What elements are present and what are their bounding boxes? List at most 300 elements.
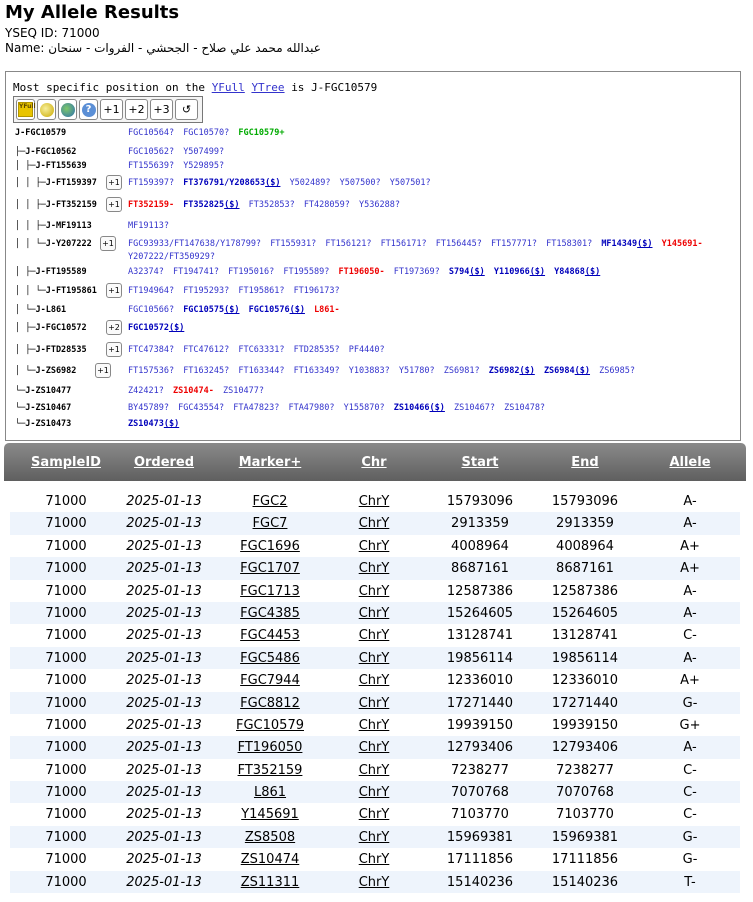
col-chr-cell[interactable]: ChrY	[358, 740, 390, 756]
snp-marker	[304, 200, 350, 210]
col-marker-cell[interactable]: FGC7944	[240, 673, 300, 689]
expand-node-button[interactable]: +1	[106, 283, 122, 298]
col-marker-cell[interactable]: FGC1707	[240, 561, 300, 577]
tree-panel	[5, 71, 741, 441]
ytree-link[interactable]: YTree	[251, 81, 285, 94]
col-end-cell: 12336010	[551, 673, 619, 689]
tree-node-label[interactable]: │ │ └─J-FT195861	[15, 286, 97, 296]
tree-view-button[interactable]	[37, 99, 56, 120]
col-sampleid-cell: 71000	[45, 717, 87, 733]
snp-marker[interactable]	[494, 267, 545, 277]
col-sampleid-cell: 71000	[45, 829, 87, 845]
snp-name: FTA47980?	[288, 403, 335, 413]
snp-name: FT163349?	[293, 366, 340, 376]
col-chr-cell[interactable]: ChrY	[358, 605, 390, 621]
col-sampleid-cell: 71000	[45, 538, 87, 554]
snp-name: FGC10566?	[128, 305, 175, 315]
col-allele-cell: A-	[683, 740, 697, 756]
snp-marker	[128, 147, 174, 157]
snp-name: ZS10466	[393, 403, 430, 413]
tree-node-label[interactable]: └─J-ZS10473	[15, 419, 72, 429]
snp-name: FT194964?	[128, 286, 175, 296]
col-chr-cell[interactable]: ChrY	[358, 673, 390, 689]
yfull-button[interactable]	[16, 99, 35, 120]
col-start-cell: 7103770	[451, 807, 509, 823]
col-ordered-cell: 2025-01-13	[126, 829, 202, 845]
col-marker-cell[interactable]: FT352159	[237, 762, 303, 778]
snp-name: S794	[448, 267, 470, 277]
sort-header-start[interactable]: Start	[461, 455, 499, 470]
snp-name: FT156171?	[380, 239, 427, 249]
col-end-cell: 7238277	[556, 762, 614, 778]
expand-node-button[interactable]: +2	[106, 320, 122, 335]
sort-header-allele[interactable]: Allele	[669, 455, 711, 470]
snp-name: Y145691-	[661, 239, 703, 249]
col-sampleid-cell: 71000	[45, 807, 87, 823]
col-start-cell: 19856114	[446, 650, 514, 666]
snp-marker	[349, 345, 385, 355]
col-marker-cell[interactable]: FGC5486	[240, 650, 300, 666]
col-ordered-cell: 2025-01-13	[126, 717, 202, 733]
tree-node-label[interactable]: │ └─J-ZS6982	[15, 366, 77, 376]
col-marker-cell[interactable]: L861	[253, 785, 287, 801]
col-allele-cell: G-	[682, 852, 698, 868]
col-ordered-cell: 2025-01-13	[126, 516, 202, 532]
expand-node-button[interactable]: +1	[95, 363, 111, 378]
position-prefix: Most specific position on the	[13, 81, 206, 94]
snp-marker	[454, 403, 495, 413]
snp-marker	[491, 239, 537, 249]
col-ordered-cell: 2025-01-13	[126, 494, 202, 509]
expand-node-button[interactable]: +1	[106, 197, 122, 212]
tree-node-label[interactable]: └─J-ZS10467	[15, 403, 72, 413]
sort-header-marker[interactable]: Marker+	[238, 455, 302, 470]
tree-node-label[interactable]: │ │ ├─J-MF19113	[15, 221, 92, 231]
col-marker-cell[interactable]: ZS10474	[240, 852, 300, 868]
snp-marker[interactable]	[183, 200, 239, 210]
snp-marker	[233, 403, 279, 413]
col-allele-cell: A-	[683, 583, 697, 599]
snp-marker	[128, 252, 215, 262]
snp-name: Z42421?	[128, 386, 164, 396]
snp-name: FTC47384?	[128, 345, 175, 355]
snp-marker	[128, 386, 164, 396]
col-marker-cell[interactable]: FGC7	[252, 516, 288, 532]
order-link[interactable]: ($)	[163, 419, 180, 429]
col-chr-cell[interactable]: ChrY	[358, 717, 390, 733]
table-row	[10, 759, 740, 781]
order-link[interactable]: ($)	[469, 267, 485, 277]
snp-marker	[178, 403, 224, 413]
col-start-cell: 15140236	[446, 874, 514, 890]
tree-toolbar	[13, 96, 203, 123]
snp-name: Y507501?	[389, 178, 431, 188]
table-row	[10, 803, 740, 825]
name-label: Name:	[5, 41, 45, 55]
table-row	[10, 490, 740, 512]
col-marker-cell[interactable]: FGC1713	[240, 583, 300, 599]
snp-marker[interactable]	[183, 178, 280, 188]
expand-node-button[interactable]: +1	[106, 342, 122, 357]
snp-list	[128, 220, 708, 233]
snp-name: FT158301?	[546, 239, 593, 249]
col-start-cell: 19939150	[446, 717, 514, 733]
snp-name: FT195589?	[283, 267, 330, 277]
table-row	[10, 871, 740, 893]
snp-marker	[173, 267, 219, 277]
snp-name: ZS6984	[543, 366, 575, 376]
snp-marker	[270, 239, 316, 249]
col-marker-cell[interactable]: FT196050	[237, 740, 303, 756]
col-ordered-cell: 2025-01-13	[126, 852, 202, 868]
results-table	[4, 443, 746, 902]
col-marker-cell[interactable]: ZS8508	[244, 829, 296, 845]
col-allele-cell: A-	[683, 516, 697, 532]
tree-node-label[interactable]: │ ├─J-FT155639	[15, 161, 87, 171]
snp-marker	[344, 403, 385, 413]
globe-button[interactable]	[58, 99, 77, 120]
col-sampleid-cell: 71000	[45, 695, 87, 711]
col-start-cell: 12587386	[446, 583, 514, 599]
snp-name: FGC10576	[248, 305, 290, 315]
sort-header-ordered[interactable]: Ordered	[133, 455, 195, 470]
snp-list	[128, 160, 708, 173]
snp-marker[interactable]	[128, 323, 184, 333]
snp-marker	[128, 200, 174, 210]
expand-plus3-button[interactable]: +3	[150, 99, 173, 120]
table-row	[10, 512, 740, 534]
col-chr-cell[interactable]: ChrY	[358, 494, 390, 509]
snp-marker	[128, 128, 174, 138]
snp-name: FT195016?	[228, 267, 275, 277]
snp-marker	[283, 267, 329, 277]
snp-name: FT352825	[183, 200, 225, 210]
name-value: عبدالله محمد علي صلاح - الجحشي - الفروات - سنحان	[48, 41, 321, 55]
col-start-cell: 15793096	[446, 494, 514, 509]
col-sampleid-cell: 71000	[45, 561, 87, 577]
col-chr-cell[interactable]: ChrY	[358, 785, 390, 801]
table-row	[10, 624, 740, 646]
expand-node-button[interactable]: +1	[100, 236, 116, 251]
col-sampleid-cell: 71000	[45, 516, 87, 532]
snp-name: ZS6985?	[599, 366, 635, 376]
snp-marker	[128, 286, 174, 296]
col-chr-cell[interactable]: ChrY	[358, 650, 390, 666]
snp-marker	[340, 178, 381, 188]
col-allele-cell: T-	[684, 874, 696, 890]
snp-name: FT155639?	[128, 161, 175, 171]
snp-name: MF19113?	[128, 221, 169, 231]
table-row	[10, 647, 740, 669]
col-ordered-cell: 2025-01-13	[126, 762, 202, 778]
col-allele-cell: C-	[683, 762, 697, 778]
col-ordered-cell: 2025-01-13	[126, 605, 202, 621]
snp-name: FT428059?	[303, 200, 350, 210]
col-chr-cell[interactable]: ChrY	[358, 807, 390, 823]
col-end-cell: 17111856	[551, 852, 619, 868]
col-allele-cell: A+	[680, 561, 700, 577]
col-marker-cell[interactable]: FGC1696	[240, 538, 300, 554]
col-end-cell: 7103770	[556, 807, 614, 823]
snp-marker	[294, 345, 340, 355]
tree-node-label[interactable]: │ ├─J-FGC10572	[15, 323, 87, 333]
yseq-id-value: 71000	[61, 26, 100, 40]
snp-list	[128, 304, 708, 317]
col-marker-cell[interactable]: FGC2	[252, 494, 288, 509]
col-start-cell: 7070768	[451, 785, 509, 801]
col-chr-cell[interactable]: ChrY	[358, 516, 390, 532]
col-marker-cell[interactable]: ZS11311	[240, 874, 300, 890]
snp-list	[128, 146, 708, 159]
order-link[interactable]: ($)	[429, 403, 445, 413]
col-marker-cell[interactable]: FGC4385	[240, 605, 300, 621]
table-row	[10, 557, 740, 579]
col-end-cell: 15140236	[551, 874, 619, 890]
snp-name: ZS10474-	[172, 386, 214, 396]
col-end-cell: 17271440	[551, 695, 619, 711]
col-chr-cell[interactable]: ChrY	[358, 538, 390, 554]
snp-marker	[390, 178, 431, 188]
tree-node-label[interactable]: J-FGC10579	[15, 128, 67, 138]
snp-name: FT197369?	[393, 267, 440, 277]
col-allele-cell: C-	[683, 807, 697, 823]
col-chr-cell[interactable]: ChrY	[358, 561, 390, 577]
snp-marker[interactable]	[128, 419, 179, 429]
most-specific-position	[13, 81, 377, 94]
order-link[interactable]: ($)	[529, 267, 546, 277]
snp-marker	[359, 200, 400, 210]
order-link[interactable]: ($)	[584, 267, 601, 277]
snp-name: FT194741?	[172, 267, 220, 277]
yfull-link[interactable]: YFull	[211, 81, 245, 94]
tree-node-label[interactable]: │ │ ├─J-FT159397	[15, 178, 97, 188]
col-chr-cell[interactable]: ChrY	[358, 829, 390, 845]
snp-marker	[249, 200, 295, 210]
col-start-cell: 15264605	[446, 605, 514, 621]
snp-name: A32374?	[128, 267, 164, 277]
yseq-id-label: YSEQ ID:	[5, 26, 58, 40]
snp-name: ZS6982	[488, 366, 520, 376]
tree-node-label[interactable]: ├─J-FGC10562	[15, 147, 77, 157]
table-row	[10, 580, 740, 602]
snp-marker	[128, 178, 174, 188]
snp-name: Y507499?	[183, 147, 225, 157]
snp-marker	[173, 386, 214, 396]
snp-marker	[238, 128, 284, 138]
tree-node-label[interactable]: │ ├─J-FT195589	[15, 267, 87, 277]
col-sampleid-cell: 71000	[45, 762, 87, 778]
snp-marker[interactable]	[601, 239, 652, 249]
snp-name: FGC10575	[183, 305, 225, 315]
col-allele-cell: G-	[682, 695, 698, 711]
snp-marker[interactable]	[489, 366, 535, 376]
snp-marker	[381, 239, 427, 249]
order-link[interactable]: ($)	[265, 178, 281, 188]
col-sampleid-cell: 71000	[45, 583, 87, 599]
col-allele-cell: G-	[682, 829, 698, 845]
col-allele-cell: A-	[683, 494, 697, 509]
snp-name: FT352159-	[128, 200, 175, 210]
snp-marker	[399, 366, 435, 376]
snp-marker	[394, 267, 440, 277]
col-ordered-cell: 2025-01-13	[126, 583, 202, 599]
snp-marker	[183, 128, 229, 138]
col-allele-cell: A+	[680, 673, 700, 689]
col-sampleid-cell: 71000	[45, 852, 87, 868]
snp-name: FGC10572	[128, 323, 169, 333]
snp-list	[128, 402, 708, 415]
tree-node-label[interactable]: └─J-ZS10477	[15, 386, 72, 396]
col-chr-cell[interactable]: ChrY	[358, 852, 390, 868]
col-sampleid-cell: 71000	[45, 673, 87, 689]
col-chr-cell[interactable]: ChrY	[358, 762, 390, 778]
col-ordered-cell: 2025-01-13	[126, 673, 202, 689]
snp-name: L861-	[314, 305, 340, 315]
col-allele-cell: A-	[683, 605, 697, 621]
col-chr-cell[interactable]: ChrY	[358, 628, 390, 644]
snp-name: FT196173?	[293, 286, 340, 296]
snp-marker	[662, 239, 703, 249]
snp-name: Y103883?	[348, 366, 390, 376]
position-value: J-FGC10579	[311, 81, 378, 94]
sort-header-sampleid[interactable]: SampleID	[31, 455, 101, 470]
col-allele-cell: C-	[683, 785, 697, 801]
snp-list	[128, 238, 708, 264]
order-link[interactable]: ($)	[637, 239, 653, 249]
snp-name: ZS6981?	[443, 366, 480, 376]
snp-marker	[436, 239, 482, 249]
col-sampleid-cell: 71000	[45, 785, 87, 801]
snp-name: FGC10562?	[128, 147, 175, 157]
globe-icon	[61, 103, 75, 117]
col-sampleid-cell: 71000	[45, 628, 87, 644]
snp-marker	[288, 403, 334, 413]
snp-name: FTD28535?	[293, 345, 340, 355]
table-row	[10, 781, 740, 803]
order-link[interactable]: ($)	[519, 366, 535, 376]
snp-marker	[314, 305, 340, 315]
table-row	[10, 669, 740, 691]
order-link[interactable]: ($)	[224, 200, 240, 210]
col-marker-cell[interactable]: FGC4453	[240, 628, 300, 644]
col-end-cell: 12793406	[551, 740, 619, 756]
snp-name: FT155931?	[270, 239, 317, 249]
order-link[interactable]: ($)	[168, 323, 185, 333]
snp-marker	[294, 286, 340, 296]
col-end-cell: 4008964	[556, 538, 614, 554]
snp-name: FT156445?	[435, 239, 482, 249]
snp-marker	[228, 267, 274, 277]
position-mid: is	[291, 81, 305, 94]
snp-name: Y507500?	[339, 178, 381, 188]
snp-name: FT196050-	[338, 267, 385, 277]
snp-name: FTC63331?	[238, 345, 285, 355]
snp-list	[128, 344, 708, 357]
order-link[interactable]: ($)	[574, 366, 591, 376]
snp-name: MF14349	[601, 239, 638, 249]
col-ordered-cell: 2025-01-13	[126, 695, 202, 711]
snp-marker	[183, 286, 229, 296]
col-start-cell: 17111856	[446, 852, 514, 868]
snp-marker	[223, 386, 264, 396]
snp-marker[interactable]	[249, 305, 305, 315]
col-chr-cell[interactable]: ChrY	[358, 695, 390, 711]
col-chr-cell[interactable]: ChrY	[358, 874, 390, 890]
snp-marker	[238, 366, 284, 376]
col-start-cell: 13128741	[446, 628, 514, 644]
table-row	[10, 736, 740, 758]
snp-marker[interactable]	[183, 305, 239, 315]
col-marker-cell[interactable]: FGC8812	[240, 695, 300, 711]
col-start-cell: 12793406	[446, 740, 514, 756]
snp-marker	[599, 366, 635, 376]
col-chr-cell[interactable]: ChrY	[358, 583, 390, 599]
snp-marker[interactable]	[394, 403, 445, 413]
expand-plus2-button[interactable]: +2	[125, 99, 148, 120]
snp-name: FGC10570?	[183, 128, 230, 138]
snp-marker	[238, 286, 284, 296]
col-ordered-cell: 2025-01-13	[126, 874, 202, 890]
tree-node-label[interactable]: │ ├─J-FTD28535	[15, 345, 87, 355]
snp-marker	[128, 221, 169, 231]
col-start-cell: 12336010	[446, 673, 514, 689]
snp-name: FT163344?	[238, 366, 285, 376]
col-sampleid-cell: 71000	[45, 605, 87, 621]
snp-marker	[504, 403, 545, 413]
col-start-cell: 7238277	[451, 762, 509, 778]
snp-list	[128, 365, 708, 378]
col-marker-cell[interactable]: Y145691	[241, 807, 299, 823]
col-marker-cell[interactable]: FGC10579	[236, 717, 304, 733]
col-ordered-cell: 2025-01-13	[126, 538, 202, 554]
snp-name: FTC47612?	[183, 345, 230, 355]
snp-list	[128, 418, 708, 431]
table-row	[10, 826, 740, 848]
snp-marker	[546, 239, 592, 249]
sort-header-end[interactable]: End	[571, 455, 599, 470]
expand-plus1-button[interactable]: +1	[100, 99, 123, 120]
snp-marker[interactable]	[544, 366, 590, 376]
reset-button[interactable]: ↺	[175, 99, 198, 120]
expand-node-button[interactable]: +1	[106, 175, 122, 190]
tree-node-label[interactable]: │ │ └─J-Y207222	[15, 239, 92, 249]
snp-marker[interactable]	[554, 267, 600, 277]
snp-name: FGC93933/FT147638/Y178799?	[128, 239, 262, 249]
snp-marker[interactable]	[449, 267, 485, 277]
tree-node-label[interactable]: │ └─J-L861	[15, 305, 67, 315]
table-body	[10, 490, 740, 893]
snp-name: FGC43554?	[178, 403, 225, 413]
snp-list	[128, 127, 708, 140]
table-header	[4, 443, 746, 481]
tree-node-label[interactable]: │ │ ├─J-FT352159	[15, 200, 97, 210]
sort-header-chr[interactable]: Chr	[361, 455, 387, 470]
col-allele-cell: G+	[679, 717, 701, 733]
snp-name: FGC10579+	[238, 128, 285, 138]
snp-name: FT159397?	[128, 178, 175, 188]
page-title: My Allele Results	[5, 2, 180, 23]
col-ordered-cell: 2025-01-13	[126, 785, 202, 801]
help-button[interactable]	[79, 99, 98, 120]
order-link[interactable]: ($)	[289, 305, 305, 315]
snp-list	[128, 322, 708, 335]
snp-name: ZS10473	[128, 419, 164, 429]
col-end-cell: 15969381	[551, 829, 619, 845]
col-end-cell: 12587386	[551, 583, 619, 599]
snp-name: FT195861?	[238, 286, 285, 296]
col-start-cell: 15969381	[446, 829, 514, 845]
order-link[interactable]: ($)	[224, 305, 240, 315]
